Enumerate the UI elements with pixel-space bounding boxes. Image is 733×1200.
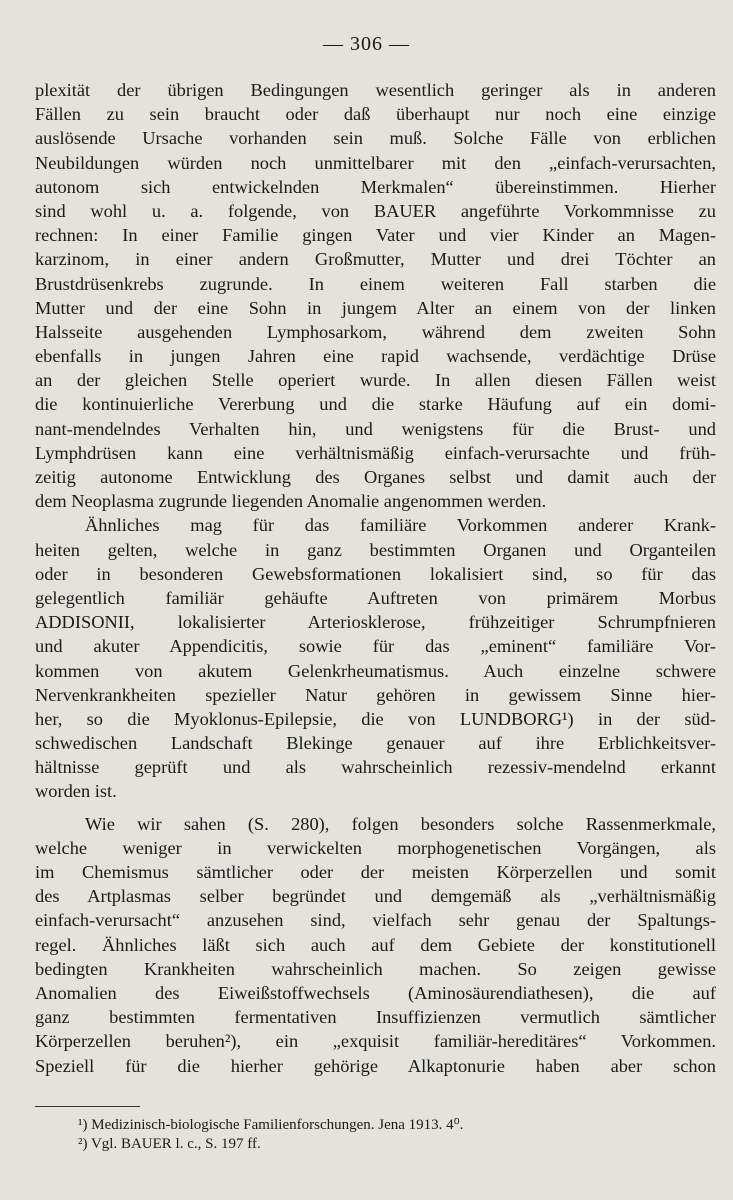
text-line: des Artplasmas selber begründet und demgemäß als „verhältnismäßig [35, 886, 716, 907]
text-line: nant-mendelndes Verhalten hin, und wenigstens für die Brust- und [35, 418, 716, 439]
text-line: kommen von akutem Gelenkrheumatismus. Auch einzelne schwere [35, 660, 716, 681]
text-line: ganz bestimmten fermentativen Insuffizienzen vermutlich sämtlicher [35, 1007, 716, 1028]
text-line: Neubildungen würden noch unmittelbarer mit den „einfach-verursachten, [35, 152, 716, 173]
footnotes [78, 1116, 698, 1154]
text-line: Lymphdrüsen kann eine verhältnismäßig einfach-verursachte und früh- [35, 442, 716, 463]
text-line: und akuter Appendicitis, sowie für das „eminent“ familiäre Vor- [35, 636, 716, 657]
text-line: im Chemismus sämtlicher oder der meisten Körperzellen und somit [35, 862, 716, 882]
text-line: einfach-verursacht“ anzusehen sind, vielfach sehr genau der Spaltungs- [35, 910, 716, 931]
text-line: die kontinuierliche Vererbung und die starke Häufung auf ein domi- [35, 394, 716, 415]
text-line: Körperzellen beruhen²), ein „exquisit familiär-hereditäres“ Vorkommen. [35, 1031, 716, 1052]
body-text [35, 78, 716, 1078]
text-line: hältnisse geprüft und als wahrscheinlich rezessiv-mendelnd erkannt [35, 757, 716, 778]
text-line: autonom sich entwickelnden Merkmalen“ übereinstimmen. Hierher [35, 176, 716, 197]
text-line: Mutter und der eine Sohn in jungem Alter an einem von der linken [35, 297, 716, 318]
text-line: sind wohl u. a. folgende, von BAUER angeführte Vorkommnisse zu [35, 200, 716, 221]
paragraph-3 [35, 812, 716, 1078]
text-line: dem Neoplasma zugrunde liegenden Anomalie angenommen werden. [35, 491, 547, 512]
text-line: ebenfalls in jungen Jahren eine rapid wachsende, verdächtige Drüse [35, 346, 716, 367]
text-line: karzinom, in einer andern Großmutter, Mutter und drei Töchter an [35, 249, 716, 270]
text-line: oder in besonderen Gewebsformationen lokalisiert sind, so für das [35, 563, 716, 584]
text-line: welche weniger in verwickelten morphogenetischen Vorgängen, als [35, 837, 716, 858]
text-line: heiten gelten, welche in ganz bestimmten Organen und Organteilen [35, 539, 716, 560]
text-line: rechnen: In einer Familie gingen Vater und vier Kinder an Magen- [35, 225, 716, 246]
text-line: Halsseite ausgehenden Lymphosarkom, während dem zweiten Sohn [35, 321, 716, 342]
text-line: Anomalien des Eiweißstoffwechsels (Aminosäurendiathesen), die auf [35, 982, 716, 1003]
text-line: auslösende Ursache vorhanden sein muß. Solche Fälle von erblichen [35, 128, 716, 149]
text-line: Ähnliches mag für das familiäre Vorkommen anderer Krank- [85, 515, 716, 536]
text-line: schwedischen Landschaft Blekinge genauer auf ihre Erblichkeitsver- [35, 733, 716, 754]
text-line: ADDISONII, lokalisierter Arteriosklerose, frühzeitiger Schrumpfnieren [35, 612, 716, 633]
text-line: Fällen zu sein braucht oder daß überhaupt nur noch eine einzige [35, 104, 716, 125]
text-line: Wie wir sahen (S. 280), folgen besonders solche Rassenmerkmale, [85, 813, 716, 834]
paragraph-1 [35, 78, 716, 513]
paragraph-gap [35, 804, 716, 812]
text-line: bedingten Krankheiten wahrscheinlich machen. So zeigen gewisse [35, 958, 716, 979]
page-number: — 306 — [323, 33, 410, 55]
footnote-1: ¹) Medizinisch-biologische Familienforschungen. Jena 1913. 4⁰. [78, 1117, 464, 1133]
footnote-2: ²) Vgl. BAUER l. c., S. 197 ff. [78, 1136, 261, 1152]
text-line: zeitig autonome Entwicklung des Organes selbst und damit auch der [35, 467, 716, 487]
paragraph-2 [35, 513, 716, 803]
text-line: Speziell für die hierher gehörige Alkaptonurie haben aber schon [35, 1055, 716, 1076]
text-line: an der gleichen Stelle operiert wurde. In allen diesen Fällen weist [35, 370, 716, 391]
text-line: worden ist. [35, 781, 117, 802]
text-line: gelegentlich familiär gehäufte Auftreten von primärem Morbus [35, 587, 716, 608]
text-line: regel. Ähnliches läßt sich auch auf dem Gebiete der konstitutionell [35, 934, 716, 955]
text-line: her, so die Myoklonus-Epilepsie, die von LUNDBORG¹) in der süd- [35, 708, 716, 729]
text-line: Nervenkrankheiten spezieller Natur gehören in gewissem Sinne hier- [35, 684, 716, 705]
text-line: Brustdrüsenkrebs zugrunde. In einem weiteren Fall starben die [35, 273, 716, 294]
footnote-rule [35, 1106, 140, 1107]
text-line: plexität der übrigen Bedingungen wesentlich geringer als in anderen [35, 80, 716, 100]
